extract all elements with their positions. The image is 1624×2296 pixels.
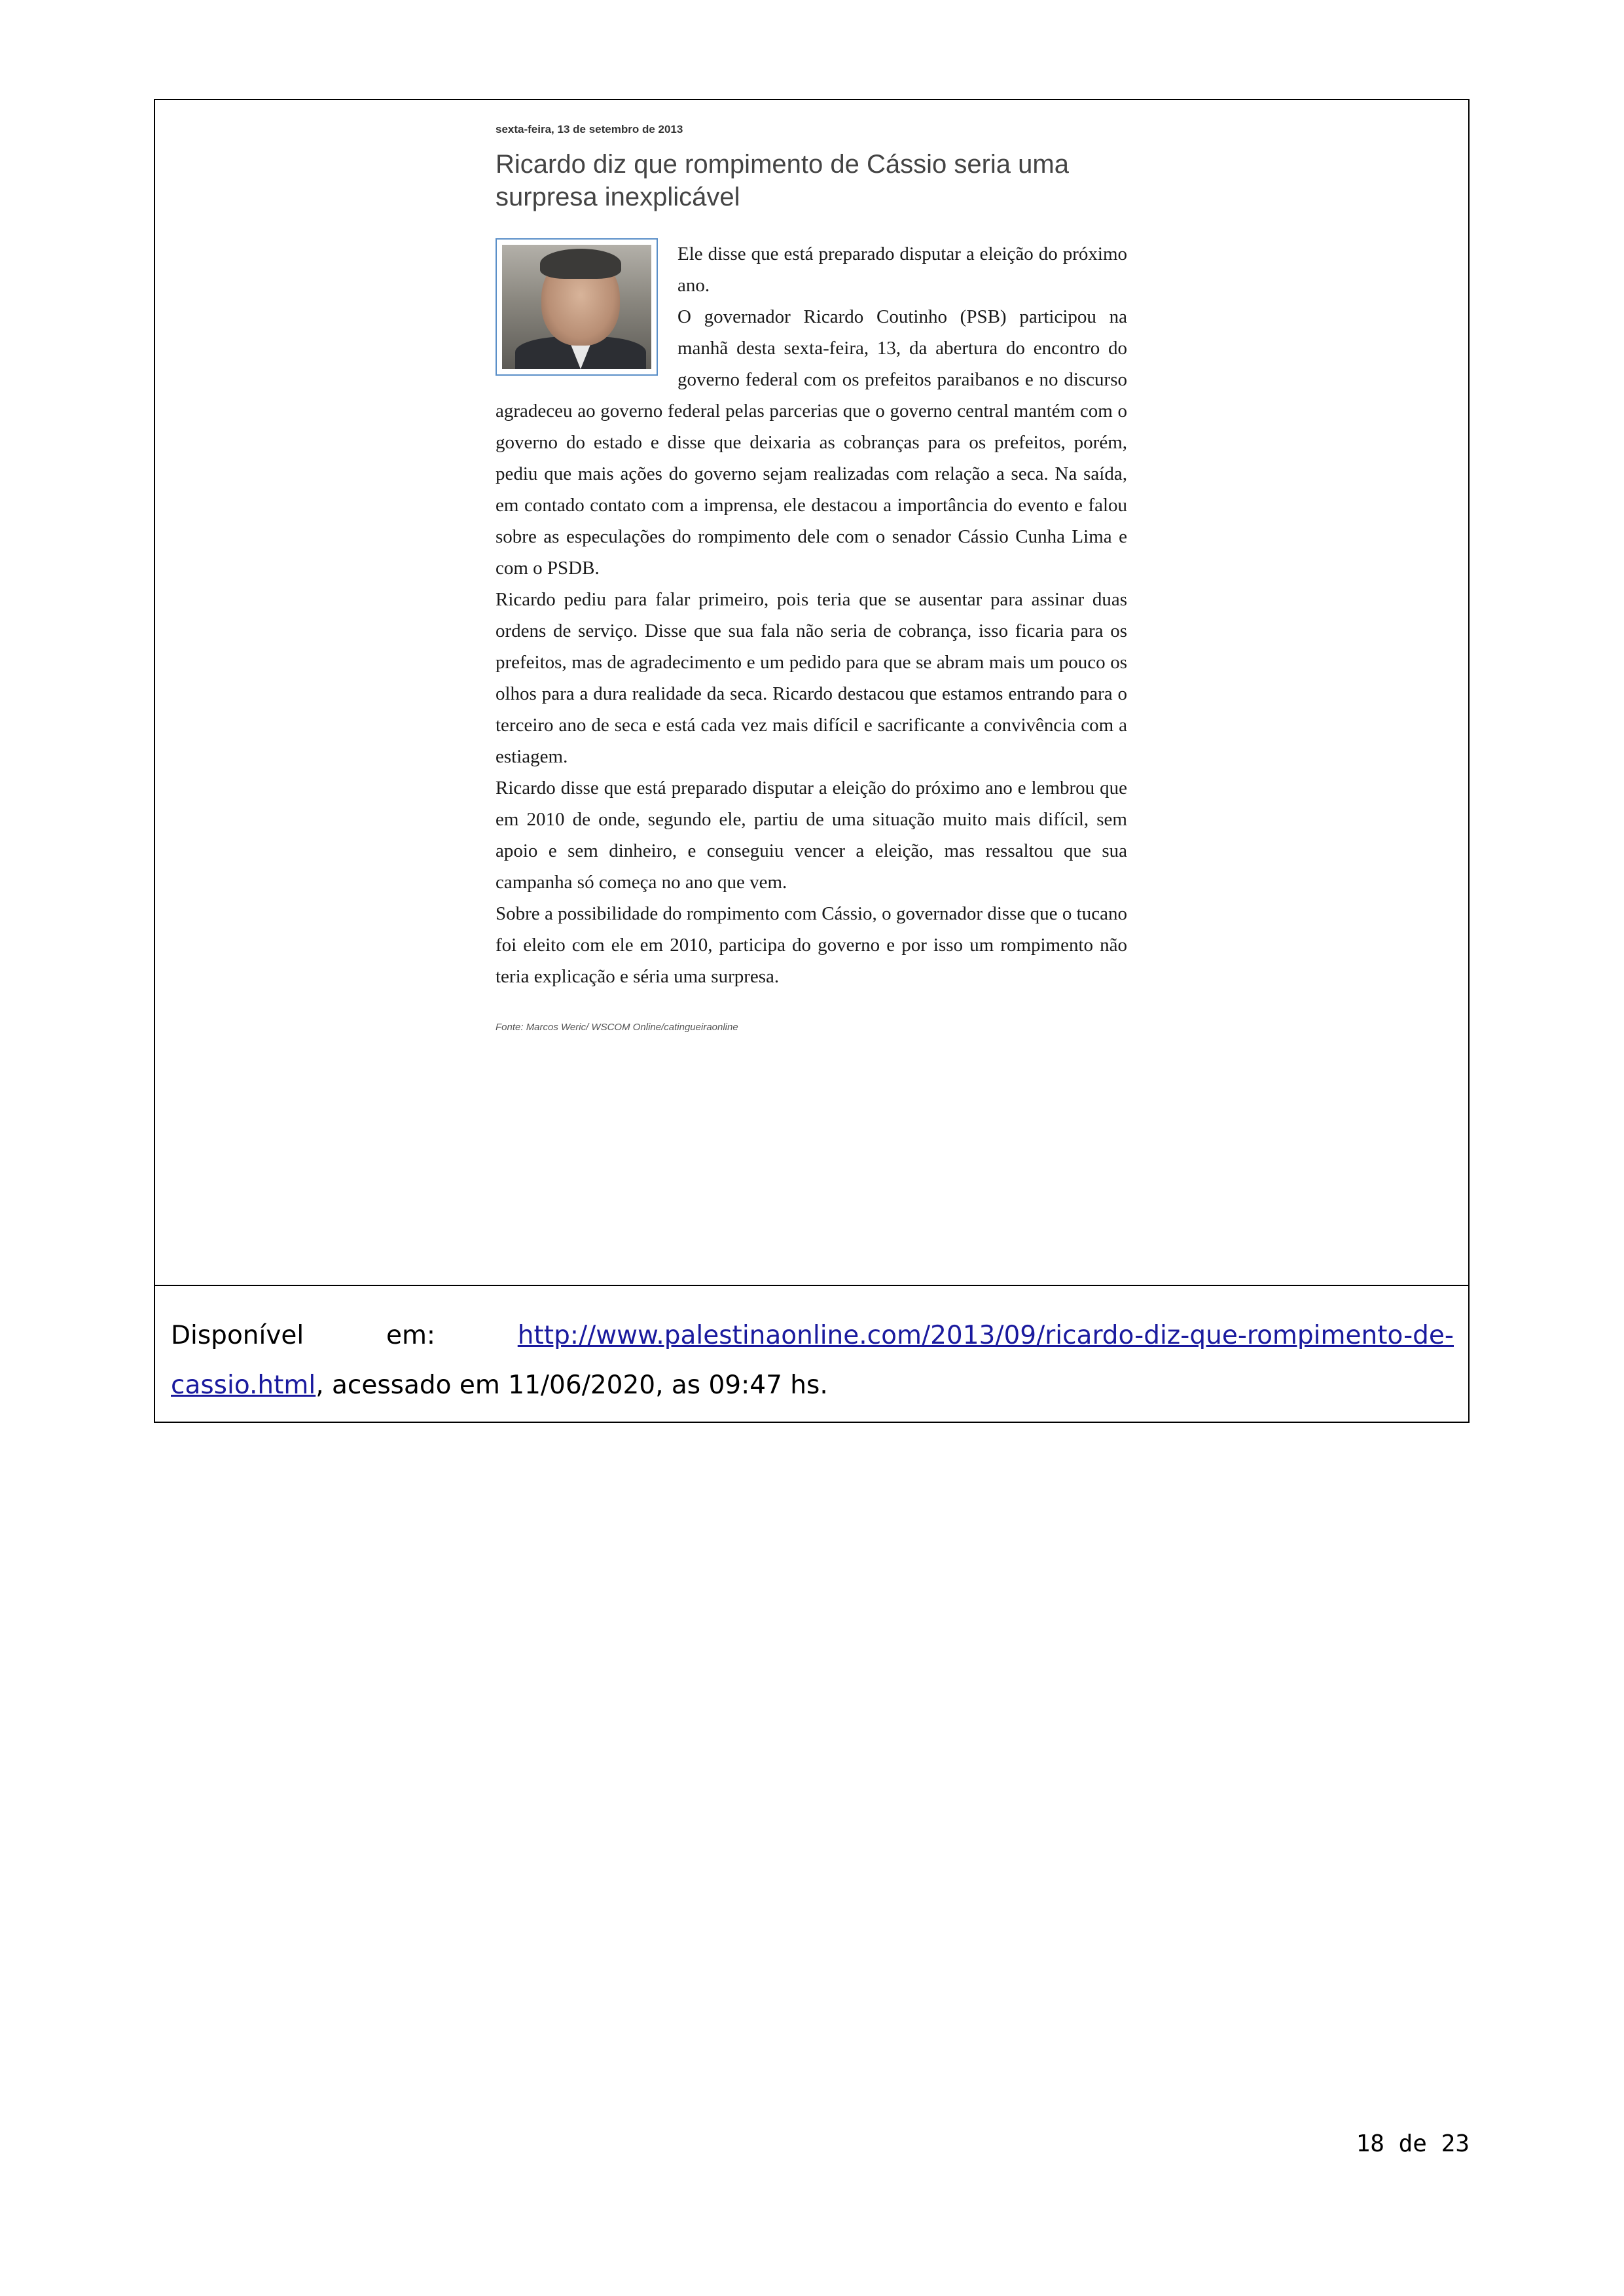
article-source: Fonte: Marcos Weric/ WSCOM Online/catingueiraonline (496, 1022, 738, 1033)
news-article (496, 123, 1127, 1033)
article-paragraph: Ricardo disse que está preparado disputar a eleição do próximo ano e lembrou que em 2010 de onde, segundo ele, partiu de uma situação muito mais difícil, sem apoio e sem dinheiro, e conseguiu vencer a eleição, mas ressaltou que sua campanha só começa no ano que vem. (496, 778, 1127, 893)
caption-suffix: , acessado em 11/06/2020, as 09:47 hs. (316, 1371, 828, 1400)
article-date: sexta-feira, 13 de setembro de 2013 (496, 123, 683, 135)
article-screenshot (155, 100, 1468, 1286)
portrait-image (502, 245, 651, 369)
article-paragraph: O governador Ricardo Coutinho (PSB) participou na manhã desta sexta-feira, 13, da abertura do encontro do governo federal com os prefeitos paraibanos e no discurso agradeceu ao governo federal pelas parcerias que o governo central mantém com o governo do estado e disse que deixaria as cobranças para os prefeitos, porém, pediu que mais ações do governo sejam realizadas com relação a seca. Na saída, em contado contato com a imprensa, ele destacou a importância do evento e falou sobre as especulações do rompimento dele com o senador Cássio Cunha Lima e com o PSDB. (496, 306, 1127, 579)
article-paragraph: Sobre a possibilidade do rompimento com Cássio, o governador disse que o tucano foi eleito com ele em 2010, participa do governo e por isso um rompimento não teria explicação e séria uma surpresa. (496, 903, 1127, 987)
figure-frame (154, 99, 1470, 1423)
article-headline: Ricardo diz que rompimento de Cássio seria uma surpresa inexplicável (496, 150, 1069, 211)
figure-caption (155, 1286, 1468, 1422)
caption-prefix: Disponível em: (171, 1321, 518, 1350)
article-photo (496, 238, 658, 376)
page-number: 18 de 23 (1356, 2130, 1470, 2157)
article-paragraph: Ricardo pediu para falar primeiro, pois teria que se ausentar para assinar duas ordens de serviço. Disse que sua fala não seria de cobrança, isso ficaria para os prefeitos, mas de agradecimento e um pedido para que se abram mais um pouco os olhos para a dura realidade da seca. Ricardo destacou que estamos entrando para o terceiro ano de seca e está cada vez mais difícil e sacrificante a convivência com a estiagem. (496, 589, 1127, 767)
source-link[interactable]: http://www.palestinaonline.com/2013/09/ricardo-diz-que-rompimento-de-cassio.html (171, 1321, 1454, 1400)
article-lead: Ele disse que está preparado disputar a eleição do próximo ano. (677, 243, 1127, 296)
